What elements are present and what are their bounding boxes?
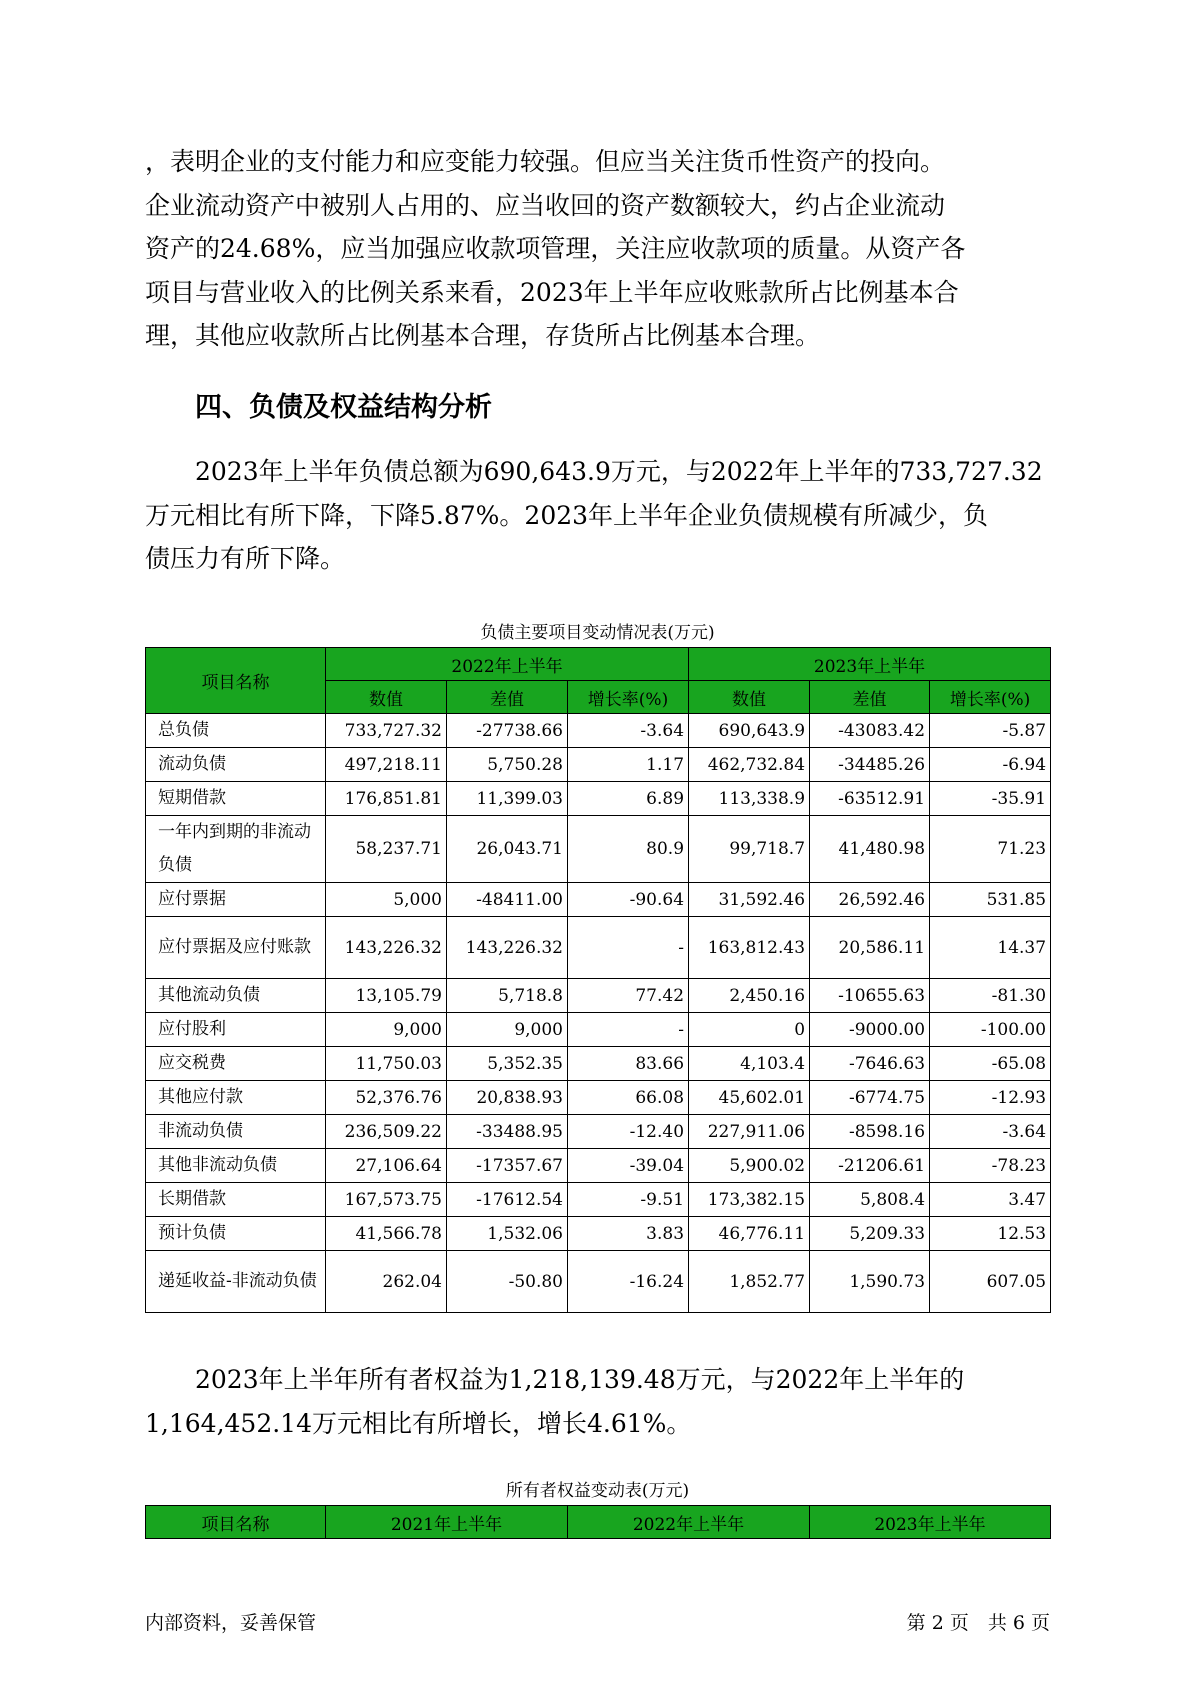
footer-left: 内部资料，妥善保管 (145, 1612, 317, 1634)
equity-table-caption: 所有者权益变动表(万元) (505, 1481, 690, 1501)
intro-line: 理，其他应收款所占比例基本合理，存货所占比例基本合理。 (145, 321, 821, 350)
row-cell: 462,732.84 (689, 748, 810, 782)
row-item-name: 总负债 (146, 714, 326, 748)
row-item-name: 预计负债 (146, 1217, 326, 1251)
row-item-name: 应付股利 (146, 1013, 326, 1047)
row-cell: 13,105.79 (326, 979, 447, 1013)
row-cell: 26,043.71 (447, 816, 568, 883)
row-cell: 12.53 (930, 1217, 1051, 1251)
row-cell: -50.80 (447, 1251, 568, 1313)
header-value: 数值 (689, 681, 810, 714)
row-cell: -78.23 (930, 1149, 1051, 1183)
table-row (146, 979, 1051, 1013)
header-growth: 增长率(%) (930, 681, 1051, 714)
row-cell: 143,226.32 (326, 917, 447, 979)
row-cell: 20,586.11 (810, 917, 930, 979)
header-diff: 差值 (447, 681, 568, 714)
footer-page-number: 第 2 页 共 6 页 (906, 1612, 1050, 1634)
table-row (146, 714, 1051, 748)
intro-line: 项目与营业收入的比例关系来看，2023年上半年应收账款所占比例基本合 (145, 277, 959, 307)
row-cell: -21206.61 (810, 1149, 930, 1183)
row-cell: -34485.26 (810, 748, 930, 782)
row-cell: 227,911.06 (689, 1115, 810, 1149)
row-cell: 1,532.06 (447, 1217, 568, 1251)
row-cell: -17357.67 (447, 1149, 568, 1183)
row-cell: 176,851.81 (326, 782, 447, 816)
header-growth: 增长率(%) (568, 681, 689, 714)
header-period-2022: 2022年上半年 (326, 648, 689, 681)
table-row (146, 1183, 1051, 1217)
row-cell: -5.87 (930, 714, 1051, 748)
table-row (146, 1081, 1051, 1115)
row-cell: 11,750.03 (326, 1047, 447, 1081)
row-cell: 20,838.93 (447, 1081, 568, 1115)
row-cell: 66.08 (568, 1081, 689, 1115)
intro-line: ，表明企业的支付能力和应变能力较强。但应当关注货币性资产的投向。 (145, 147, 946, 176)
header-item-name: 项目名称 (146, 648, 326, 714)
row-item-name: 其他应付款 (146, 1081, 326, 1115)
row-cell: 9,000 (447, 1013, 568, 1047)
table-row (146, 1217, 1051, 1251)
row-cell: -9.51 (568, 1183, 689, 1217)
row-cell: 690,643.9 (689, 714, 810, 748)
equity-table (145, 1505, 1051, 1539)
row-cell: -90.64 (568, 883, 689, 917)
row-cell: -48411.00 (447, 883, 568, 917)
row-cell: 167,573.75 (326, 1183, 447, 1217)
table-row (146, 1251, 1051, 1313)
debt-paragraph (145, 450, 1050, 581)
row-item-name: 其他流动负债 (146, 979, 326, 1013)
debt-para-line: 2023年上半年负债总额为690,643.9万元，与2022年上半年的733,727.32 (195, 457, 1043, 486)
row-cell: 1.17 (568, 748, 689, 782)
row-cell: -3.64 (568, 714, 689, 748)
table-row (146, 782, 1051, 816)
row-cell: 58,237.71 (326, 816, 447, 883)
row-cell: 4,103.4 (689, 1047, 810, 1081)
debt-para-line: 债压力有所下降。 (145, 544, 346, 573)
row-cell: 80.9 (568, 816, 689, 883)
row-cell: 83.66 (568, 1047, 689, 1081)
equity-para-line: 2023年上半年所有者权益为1,218,139.48万元，与2022年上半年的 (195, 1365, 965, 1394)
row-cell: -81.30 (930, 979, 1051, 1013)
row-cell: - (568, 1013, 689, 1047)
row-cell: - (568, 917, 689, 979)
table-row (146, 917, 1051, 979)
row-cell: 236,509.22 (326, 1115, 447, 1149)
row-item-name: 其他非流动负债 (146, 1149, 326, 1183)
row-cell: 2,450.16 (689, 979, 810, 1013)
table-row (146, 816, 1051, 883)
table-row (146, 1149, 1051, 1183)
row-cell: 41,566.78 (326, 1217, 447, 1251)
row-cell: -8598.16 (810, 1115, 930, 1149)
row-cell: 52,376.76 (326, 1081, 447, 1115)
row-cell: 262.04 (326, 1251, 447, 1313)
row-cell: -10655.63 (810, 979, 930, 1013)
row-item-name: 短期借款 (146, 782, 326, 816)
row-cell: 99,718.7 (689, 816, 810, 883)
header-value: 数值 (326, 681, 447, 714)
row-cell: 5,808.4 (810, 1183, 930, 1217)
row-cell: -9000.00 (810, 1013, 930, 1047)
row-cell: 27,106.64 (326, 1149, 447, 1183)
row-cell: 77.42 (568, 979, 689, 1013)
debt-para-line: 万元相比有所下降，下降5.87%。2023年上半年企业负债规模有所减少，负 (145, 500, 989, 530)
row-cell: 0 (689, 1013, 810, 1047)
row-cell: 5,209.33 (810, 1217, 930, 1251)
debt-table-caption: 负债主要项目变动情况表(万元) (480, 623, 715, 643)
row-cell: 11,399.03 (447, 782, 568, 816)
row-cell: -17612.54 (447, 1183, 568, 1217)
row-item-name: 应付票据 (146, 883, 326, 917)
row-cell: 5,000 (326, 883, 447, 917)
row-cell: -12.93 (930, 1081, 1051, 1115)
equity-header-2023: 2023年上半年 (810, 1506, 1051, 1539)
table-row (146, 1115, 1051, 1149)
table-row (146, 1013, 1051, 1047)
equity-header-2022: 2022年上半年 (568, 1506, 810, 1539)
intro-line: 企业流动资产中被别人占用的、应当收回的资产数额较大，约占企业流动 (145, 190, 946, 220)
row-cell: -6.94 (930, 748, 1051, 782)
row-cell: 531.85 (930, 883, 1051, 917)
row-cell: 5,718.8 (447, 979, 568, 1013)
table-row (146, 748, 1051, 782)
equity-header-2021: 2021年上半年 (326, 1506, 568, 1539)
debt-table (145, 647, 1051, 1313)
row-cell: 733,727.32 (326, 714, 447, 748)
row-cell: 143,226.32 (447, 917, 568, 979)
row-cell: 1,852.77 (689, 1251, 810, 1313)
table-row (146, 883, 1051, 917)
row-item-name: 长期借款 (146, 1183, 326, 1217)
row-cell: 5,900.02 (689, 1149, 810, 1183)
row-item-name: 一年内到期的非流动负债 (146, 816, 326, 883)
row-item-name: 流动负债 (146, 748, 326, 782)
row-cell: -12.40 (568, 1115, 689, 1149)
row-cell: 163,812.43 (689, 917, 810, 979)
row-cell: -16.24 (568, 1251, 689, 1313)
debt-table-body (146, 714, 1051, 1313)
row-cell: 46,776.11 (689, 1217, 810, 1251)
row-cell: 113,338.9 (689, 782, 810, 816)
row-cell: 26,592.46 (810, 883, 930, 917)
row-cell: -100.00 (930, 1013, 1051, 1047)
intro-line: 资产的24.68%，应当加强应收款项管理，关注应收款项的质量。从资产各 (145, 234, 966, 263)
row-cell: 41,480.98 (810, 816, 930, 883)
header-period-2023: 2023年上半年 (689, 648, 1051, 681)
row-item-name: 应付票据及应付账款 (146, 917, 326, 979)
row-cell: -3.64 (930, 1115, 1051, 1149)
row-cell: -6774.75 (810, 1081, 930, 1115)
row-cell: -63512.91 (810, 782, 930, 816)
equity-paragraph (145, 1358, 1050, 1445)
row-cell: 31,592.46 (689, 883, 810, 917)
row-cell: 5,352.35 (447, 1047, 568, 1081)
row-item-name: 应交税费 (146, 1047, 326, 1081)
row-cell: 9,000 (326, 1013, 447, 1047)
row-cell: 1,590.73 (810, 1251, 930, 1313)
row-cell: 173,382.15 (689, 1183, 810, 1217)
row-cell: 3.83 (568, 1217, 689, 1251)
row-cell: -7646.63 (810, 1047, 930, 1081)
header-diff: 差值 (810, 681, 930, 714)
equity-header-item-name: 项目名称 (146, 1506, 326, 1539)
intro-paragraph (145, 140, 1050, 358)
row-cell: -39.04 (568, 1149, 689, 1183)
row-cell: -33488.95 (447, 1115, 568, 1149)
row-cell: -43083.42 (810, 714, 930, 748)
row-cell: 6.89 (568, 782, 689, 816)
row-cell: 14.37 (930, 917, 1051, 979)
row-cell: -35.91 (930, 782, 1051, 816)
table-row (146, 1047, 1051, 1081)
section-heading: 四、负债及权益结构分析 (195, 392, 492, 423)
row-cell: 45,602.01 (689, 1081, 810, 1115)
row-cell: -27738.66 (447, 714, 568, 748)
row-cell: 5,750.28 (447, 748, 568, 782)
row-item-name: 递延收益-非流动负债 (146, 1251, 326, 1313)
equity-para-line: 1,164,452.14万元相比有所增长，增长4.61%。 (145, 1408, 692, 1438)
row-cell: 607.05 (930, 1251, 1051, 1313)
row-cell: 497,218.11 (326, 748, 447, 782)
row-cell: -65.08 (930, 1047, 1051, 1081)
row-cell: 3.47 (930, 1183, 1051, 1217)
row-cell: 71.23 (930, 816, 1051, 883)
row-item-name: 非流动负债 (146, 1115, 326, 1149)
